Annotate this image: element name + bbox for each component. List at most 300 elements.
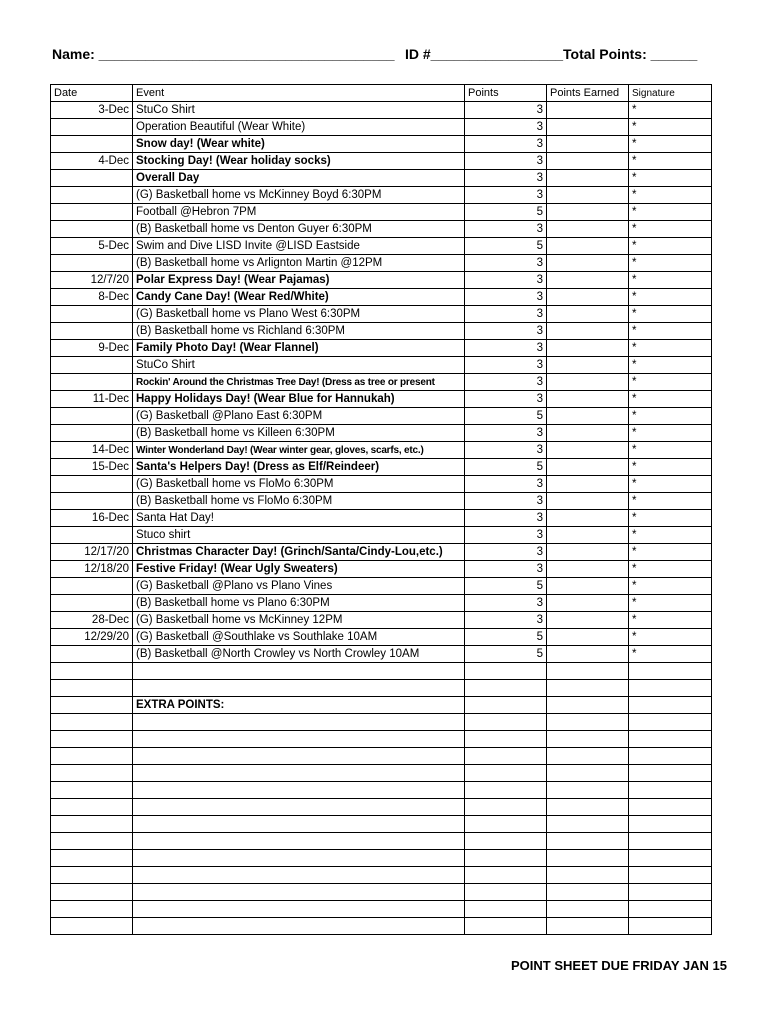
event-cell: Santa Hat Day! [133, 510, 465, 527]
points-earned-cell[interactable] [547, 782, 629, 799]
date-cell: 16-Dec [51, 510, 133, 527]
points-cell: 3 [465, 527, 547, 544]
table-row [51, 170, 712, 187]
points-cell: 5 [465, 646, 547, 663]
date-cell [51, 119, 133, 136]
points-earned-cell[interactable] [547, 255, 629, 272]
event-cell: (B) Basketball @North Crowley vs North Crowley 10AM [133, 646, 465, 663]
points-cell: 3 [465, 340, 547, 357]
event-cell: StuCo Shirt [133, 102, 465, 119]
id-field-label[interactable]: ID #_________________ [405, 46, 564, 62]
table-row [51, 748, 712, 765]
date-cell [51, 833, 133, 850]
signature-cell[interactable] [629, 867, 712, 884]
signature-cell[interactable] [629, 663, 712, 680]
points-cell: 3 [465, 544, 547, 561]
table-row [51, 663, 712, 680]
table-row [51, 323, 712, 340]
signature-cell[interactable]: * [629, 578, 712, 595]
event-cell: (B) Basketball home vs Richland 6:30PM [133, 323, 465, 340]
points-earned-cell[interactable] [547, 306, 629, 323]
points-cell: 3 [465, 510, 547, 527]
points-cell: 3 [465, 272, 547, 289]
points-earned-cell[interactable] [547, 442, 629, 459]
points-cell [465, 799, 547, 816]
points-cell [465, 714, 547, 731]
date-cell [51, 816, 133, 833]
date-cell [51, 714, 133, 731]
event-cell: Stuco shirt [133, 527, 465, 544]
date-cell [51, 918, 133, 935]
points-cell: 3 [465, 425, 547, 442]
table-row [51, 306, 712, 323]
date-cell [51, 646, 133, 663]
points-earned-cell[interactable] [547, 323, 629, 340]
points-earned-cell[interactable] [547, 680, 629, 697]
points-earned-cell[interactable] [547, 510, 629, 527]
event-cell: Christmas Character Day! (Grinch/Santa/Cindy-Lou,etc.) [133, 544, 465, 561]
table-row [51, 816, 712, 833]
table-row [51, 510, 712, 527]
signature-cell[interactable]: * [629, 408, 712, 425]
date-cell [51, 425, 133, 442]
column-header-date: Date [51, 85, 133, 102]
signature-cell[interactable]: * [629, 289, 712, 306]
event-cell: Swim and Dive LISD Invite @LISD Eastside [133, 238, 465, 255]
signature-cell[interactable]: * [629, 595, 712, 612]
table-row [51, 187, 712, 204]
points-earned-cell[interactable] [547, 544, 629, 561]
event-cell: (G) Basketball @Southlake vs Southlake 10AM [133, 629, 465, 646]
points-earned-cell[interactable] [547, 731, 629, 748]
points-cell: 3 [465, 595, 547, 612]
event-cell [133, 833, 465, 850]
table-row [51, 697, 712, 714]
table-row [51, 833, 712, 850]
event-cell [133, 782, 465, 799]
signature-cell[interactable]: * [629, 561, 712, 578]
points-earned-cell[interactable] [547, 799, 629, 816]
points-cell [465, 901, 547, 918]
signature-cell[interactable]: * [629, 493, 712, 510]
table-row [51, 884, 712, 901]
table-row [51, 901, 712, 918]
points-earned-cell[interactable] [547, 748, 629, 765]
signature-cell[interactable]: * [629, 357, 712, 374]
date-cell [51, 850, 133, 867]
date-cell: 12/18/20 [51, 561, 133, 578]
points-cell: 3 [465, 374, 547, 391]
date-cell [51, 765, 133, 782]
event-cell [133, 663, 465, 680]
points-earned-cell[interactable] [547, 816, 629, 833]
points-cell: 3 [465, 561, 547, 578]
points-earned-cell[interactable] [547, 833, 629, 850]
points-cell: 3 [465, 476, 547, 493]
points-earned-cell[interactable] [547, 629, 629, 646]
points-cell: 5 [465, 629, 547, 646]
event-cell [133, 799, 465, 816]
table-body [51, 102, 712, 935]
points-cell [465, 697, 547, 714]
points-earned-cell[interactable] [547, 289, 629, 306]
date-cell [51, 731, 133, 748]
date-cell: 9-Dec [51, 340, 133, 357]
points-cell: 3 [465, 442, 547, 459]
signature-cell[interactable]: * [629, 459, 712, 476]
points-earned-cell[interactable] [547, 527, 629, 544]
points-cell: 3 [465, 119, 547, 136]
date-cell [51, 204, 133, 221]
points-cell: 5 [465, 238, 547, 255]
table-row [51, 629, 712, 646]
signature-cell[interactable] [629, 918, 712, 935]
points-earned-cell[interactable] [547, 867, 629, 884]
event-cell: (B) Basketball home vs Killeen 6:30PM [133, 425, 465, 442]
table-row [51, 595, 712, 612]
signature-cell[interactable]: * [629, 272, 712, 289]
date-cell [51, 527, 133, 544]
table-row [51, 527, 712, 544]
event-cell [133, 901, 465, 918]
signature-cell[interactable] [629, 697, 712, 714]
date-cell: 12/7/20 [51, 272, 133, 289]
signature-cell[interactable]: * [629, 306, 712, 323]
signature-cell[interactable]: * [629, 340, 712, 357]
points-cell: 3 [465, 493, 547, 510]
event-cell [133, 680, 465, 697]
signature-cell[interactable]: * [629, 442, 712, 459]
event-cell [133, 850, 465, 867]
points-earned-cell[interactable] [547, 714, 629, 731]
event-cell [133, 731, 465, 748]
signature-cell[interactable] [629, 833, 712, 850]
event-cell: Festive Friday! (Wear Ugly Sweaters) [133, 561, 465, 578]
points-earned-cell[interactable] [547, 340, 629, 357]
signature-cell[interactable] [629, 731, 712, 748]
points-cell [465, 816, 547, 833]
points-earned-cell[interactable] [547, 918, 629, 935]
points-cell [465, 782, 547, 799]
table-row [51, 493, 712, 510]
event-cell [133, 765, 465, 782]
points-earned-cell[interactable] [547, 476, 629, 493]
points-cell [465, 850, 547, 867]
event-cell: Santa's Helpers Day! (Dress as Elf/Reindeer) [133, 459, 465, 476]
points-earned-cell[interactable] [547, 425, 629, 442]
form-header [52, 46, 712, 68]
table-row [51, 102, 712, 119]
date-cell [51, 170, 133, 187]
table-row [51, 221, 712, 238]
event-cell: StuCo Shirt [133, 357, 465, 374]
points-cell: 3 [465, 612, 547, 629]
date-cell: 14-Dec [51, 442, 133, 459]
table-row [51, 289, 712, 306]
table-row [51, 272, 712, 289]
points-earned-cell[interactable] [547, 238, 629, 255]
points-cell: 5 [465, 204, 547, 221]
date-cell [51, 867, 133, 884]
date-cell: 8-Dec [51, 289, 133, 306]
signature-cell[interactable]: * [629, 136, 712, 153]
table-row [51, 119, 712, 136]
points-earned-cell[interactable] [547, 374, 629, 391]
points-cell: 3 [465, 153, 547, 170]
points-earned-cell[interactable] [547, 391, 629, 408]
points-earned-cell[interactable] [547, 578, 629, 595]
points-cell [465, 867, 547, 884]
event-cell [133, 748, 465, 765]
event-cell: (B) Basketball home vs Denton Guyer 6:30PM [133, 221, 465, 238]
table-header-row [51, 85, 712, 102]
table-row [51, 425, 712, 442]
event-cell: (B) Basketball home vs Plano 6:30PM [133, 595, 465, 612]
signature-cell[interactable]: * [629, 170, 712, 187]
event-cell [133, 714, 465, 731]
event-cell: (G) Basketball home vs McKinney 12PM [133, 612, 465, 629]
event-cell: Happy Holidays Day! (Wear Blue for Hannukah) [133, 391, 465, 408]
table-row [51, 374, 712, 391]
table-row [51, 136, 712, 153]
table-row [51, 731, 712, 748]
event-cell: Stocking Day! (Wear holiday socks) [133, 153, 465, 170]
event-cell: Family Photo Day! (Wear Flannel) [133, 340, 465, 357]
points-cell [465, 680, 547, 697]
table-row [51, 867, 712, 884]
signature-cell[interactable]: * [629, 612, 712, 629]
table-row [51, 680, 712, 697]
signature-cell[interactable] [629, 765, 712, 782]
table-row [51, 799, 712, 816]
points-earned-cell[interactable] [547, 697, 629, 714]
signature-cell[interactable] [629, 680, 712, 697]
event-cell: (B) Basketball home vs Arlignton Martin @12PM [133, 255, 465, 272]
signature-cell[interactable] [629, 884, 712, 901]
table-row [51, 153, 712, 170]
signature-cell[interactable] [629, 901, 712, 918]
table-row [51, 391, 712, 408]
points-cell: 3 [465, 323, 547, 340]
points-cell [465, 918, 547, 935]
points-earned-cell[interactable] [547, 153, 629, 170]
date-cell: 4-Dec [51, 153, 133, 170]
signature-cell[interactable] [629, 748, 712, 765]
event-cell: Winter Wonderland Day! (Wear winter gear, gloves, scarfs, etc.) [133, 442, 465, 459]
points-cell: 3 [465, 221, 547, 238]
points-earned-cell[interactable] [547, 663, 629, 680]
column-header-points-earned: Points Earned [547, 85, 629, 102]
signature-cell[interactable]: * [629, 221, 712, 238]
points-earned-cell[interactable] [547, 850, 629, 867]
event-cell: (G) Basketball home vs Plano West 6:30PM [133, 306, 465, 323]
points-cell: 3 [465, 391, 547, 408]
column-header-signature: Signature [629, 85, 712, 102]
points-earned-cell[interactable] [547, 561, 629, 578]
date-cell [51, 306, 133, 323]
signature-cell[interactable]: * [629, 204, 712, 221]
table-row [51, 646, 712, 663]
event-cell: Rockin' Around the Christmas Tree Day! (Dress as tree or present [133, 374, 465, 391]
point-sheet-table [50, 84, 712, 935]
points-cell [465, 748, 547, 765]
date-cell [51, 255, 133, 272]
table-row [51, 850, 712, 867]
date-cell [51, 187, 133, 204]
event-cell [133, 884, 465, 901]
signature-cell[interactable] [629, 816, 712, 833]
table-row [51, 340, 712, 357]
date-cell: 3-Dec [51, 102, 133, 119]
points-cell: 3 [465, 306, 547, 323]
points-cell [465, 884, 547, 901]
points-cell [465, 833, 547, 850]
date-cell [51, 578, 133, 595]
due-date-notice: POINT SHEET DUE FRIDAY JAN 15 [511, 958, 727, 973]
signature-cell[interactable]: * [629, 238, 712, 255]
points-earned-cell[interactable] [547, 357, 629, 374]
date-cell: 28-Dec [51, 612, 133, 629]
signature-cell[interactable] [629, 714, 712, 731]
event-cell: Overall Day [133, 170, 465, 187]
date-cell [51, 663, 133, 680]
table-row [51, 357, 712, 374]
points-cell: 3 [465, 136, 547, 153]
points-earned-cell[interactable] [547, 136, 629, 153]
event-cell: Snow day! (Wear white) [133, 136, 465, 153]
column-header-event: Event [133, 85, 465, 102]
signature-cell[interactable]: * [629, 187, 712, 204]
date-cell: 11-Dec [51, 391, 133, 408]
points-cell: 5 [465, 578, 547, 595]
date-cell: 12/17/20 [51, 544, 133, 561]
event-cell: (G) Basketball @Plano East 6:30PM [133, 408, 465, 425]
event-cell: (G) Basketball home vs McKinney Boyd 6:30PM [133, 187, 465, 204]
column-header-points: Points [465, 85, 547, 102]
table-row [51, 561, 712, 578]
points-cell [465, 765, 547, 782]
table-row [51, 578, 712, 595]
table-row [51, 204, 712, 221]
table-row [51, 476, 712, 493]
signature-cell[interactable]: * [629, 323, 712, 340]
table-row [51, 918, 712, 935]
date-cell: 12/29/20 [51, 629, 133, 646]
date-cell [51, 493, 133, 510]
points-cell: 3 [465, 170, 547, 187]
points-earned-cell[interactable] [547, 646, 629, 663]
signature-cell[interactable] [629, 799, 712, 816]
points-earned-cell[interactable] [547, 884, 629, 901]
signature-cell[interactable]: * [629, 476, 712, 493]
date-cell [51, 374, 133, 391]
signature-cell[interactable]: * [629, 527, 712, 544]
points-earned-cell[interactable] [547, 459, 629, 476]
points-earned-cell[interactable] [547, 102, 629, 119]
points-earned-cell[interactable] [547, 272, 629, 289]
points-cell: 3 [465, 289, 547, 306]
points-earned-cell[interactable] [547, 119, 629, 136]
points-cell: 5 [465, 459, 547, 476]
signature-cell[interactable] [629, 850, 712, 867]
total-points-field-label[interactable]: Total Points: ______ [563, 46, 698, 62]
points-earned-cell[interactable] [547, 170, 629, 187]
signature-cell[interactable]: * [629, 374, 712, 391]
table-row [51, 782, 712, 799]
date-cell [51, 136, 133, 153]
signature-cell[interactable]: * [629, 255, 712, 272]
event-cell: Candy Cane Day! (Wear Red/White) [133, 289, 465, 306]
event-cell: (G) Basketball @Plano vs Plano Vines [133, 578, 465, 595]
date-cell [51, 323, 133, 340]
name-field-label[interactable]: Name: ______________________________________ [52, 46, 395, 62]
signature-cell[interactable] [629, 782, 712, 799]
signature-cell[interactable]: * [629, 102, 712, 119]
table-row [51, 459, 712, 476]
date-cell: 5-Dec [51, 238, 133, 255]
table-row [51, 544, 712, 561]
signature-cell[interactable]: * [629, 646, 712, 663]
date-cell [51, 595, 133, 612]
event-cell: Football @Hebron 7PM [133, 204, 465, 221]
signature-cell[interactable]: * [629, 544, 712, 561]
date-cell [51, 408, 133, 425]
date-cell [51, 697, 133, 714]
event-cell [133, 867, 465, 884]
signature-cell[interactable]: * [629, 153, 712, 170]
signature-cell[interactable]: * [629, 510, 712, 527]
event-cell: Polar Express Day! (Wear Pajamas) [133, 272, 465, 289]
event-cell [133, 918, 465, 935]
table-row [51, 442, 712, 459]
points-earned-cell[interactable] [547, 221, 629, 238]
table-row [51, 612, 712, 629]
table-row [51, 408, 712, 425]
event-cell: EXTRA POINTS: [133, 697, 465, 714]
points-cell: 3 [465, 102, 547, 119]
date-cell [51, 901, 133, 918]
points-cell [465, 663, 547, 680]
points-earned-cell[interactable] [547, 187, 629, 204]
signature-cell[interactable]: * [629, 629, 712, 646]
signature-cell[interactable]: * [629, 391, 712, 408]
points-cell: 3 [465, 187, 547, 204]
signature-cell[interactable]: * [629, 119, 712, 136]
points-earned-cell[interactable] [547, 901, 629, 918]
event-cell: Operation Beautiful (Wear White) [133, 119, 465, 136]
points-earned-cell[interactable] [547, 408, 629, 425]
event-cell: (B) Basketball home vs FloMo 6:30PM [133, 493, 465, 510]
date-cell [51, 782, 133, 799]
points-cell: 3 [465, 255, 547, 272]
date-cell [51, 680, 133, 697]
points-earned-cell[interactable] [547, 765, 629, 782]
points-earned-cell[interactable] [547, 204, 629, 221]
date-cell [51, 799, 133, 816]
points-cell [465, 731, 547, 748]
points-earned-cell[interactable] [547, 595, 629, 612]
date-cell [51, 476, 133, 493]
date-cell [51, 357, 133, 374]
event-cell: (G) Basketball home vs FloMo 6:30PM [133, 476, 465, 493]
points-earned-cell[interactable] [547, 612, 629, 629]
table-row [51, 714, 712, 731]
date-cell [51, 748, 133, 765]
event-cell [133, 816, 465, 833]
table-row [51, 238, 712, 255]
signature-cell[interactable]: * [629, 425, 712, 442]
points-earned-cell[interactable] [547, 493, 629, 510]
